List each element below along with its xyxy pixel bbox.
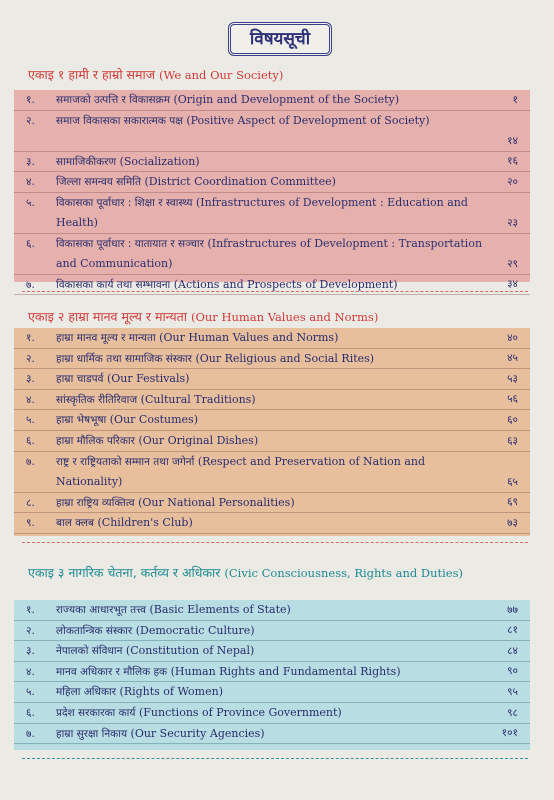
toc-entry [14,349,530,370]
entry-title-en: (Our Costumes) [109,413,198,427]
entry-title-np: हाम्रा चाडपर्व [56,373,104,386]
unit-1-panel [14,90,530,291]
entry-page: २० [507,175,518,188]
entry-title-en: (Human Rights and Fundamental Rights) [170,664,401,678]
entry-title-np: समाज विकासका सकारात्मक पक्ष [56,114,183,127]
entry-page: ४० [507,331,518,344]
entry-number: ३. [26,155,35,168]
entry-title-en: (Our Religious and Social Rites) [195,351,375,365]
entry-title [56,682,490,702]
entry-page: ७७ [507,603,518,616]
entry-number: २. [26,114,35,127]
entry-title [56,662,490,682]
toc-entry [14,600,530,621]
entry-title-np: हाम्रा धार्मिक तथा सामाजिक संस्कार [56,352,192,365]
toc-entry [14,431,530,452]
entry-number: ७. [26,455,35,468]
entry-title [56,328,490,348]
entry-title-en: (District Coordination Committee) [144,175,336,189]
entry-page: ५६ [507,393,518,406]
entry-title-np: प्रदेश सरकारका कार्य [56,706,136,719]
entry-number: ३. [26,645,35,658]
toc-entry [14,493,530,514]
entry-page: १ [512,93,518,106]
unit-1-list [14,90,530,295]
entry-title-en: (Infrastructures of Development : Transportation and Communication) [56,236,483,270]
entry-title-np: महिला अधिकार [56,686,117,699]
entry-title-en: (Functions of Province Government) [139,705,342,719]
toc-entry [14,452,530,493]
toc-entry [14,703,530,724]
entry-title [56,410,490,430]
page-title: विषयसूची [228,22,332,56]
entry-page: २९ [507,257,518,270]
entry-title [56,90,490,110]
entry-title-en: (Democratic Culture) [135,623,255,637]
unit-3-list [14,600,530,744]
entry-number: ७. [26,727,35,740]
unit-2-heading-np: एकाइ २ हाम्रा मानव मूल्य र मान्यता [28,309,187,324]
entry-title-en: (Our Human Values and Norms) [159,331,339,344]
entry-title-en: (Respect and Preservation of Nation and Nationality) [56,454,426,488]
entry-title [56,234,490,274]
entry-number: ५. [26,196,35,209]
entry-title-en: (Constitution of Nepal) [125,644,255,658]
toc-entry [14,513,530,534]
entry-title-np: विकासका पूर्वाधार : यातायात र सञ्चार [56,237,204,250]
entry-number: १. [26,332,35,344]
entry-number: ५. [26,414,35,427]
entry-number: ६. [26,237,35,250]
unit-3-heading-en: (Civic Consciousness, Rights and Duties) [224,566,463,580]
toc-entry [14,193,530,234]
entry-title-np: नेपालको संविधान [56,645,123,658]
entry-title-np: सामाजिकीकरण [56,155,117,168]
entry-title-en: (Our Original Dishes) [138,433,259,447]
entry-page: ६९ [507,496,518,509]
entry-title [56,513,490,533]
entry-title-en: (Origin and Development of the Society) [173,93,400,106]
toc-entry [14,390,530,411]
entry-title-np: राष्ट्र र राष्ट्रियताको सम्मान तथा जगेर्ना [56,455,195,468]
unit-2-panel [14,328,530,536]
entry-title [56,641,490,661]
unit-1-heading-en: (We and Our Society) [158,68,284,82]
entry-title-np: हाम्रा मौलिक परिकार [56,434,135,447]
entry-title-en: (Actions and Prospects of Development) [173,277,398,291]
entry-number: ४. [26,176,35,189]
entry-title [56,390,490,410]
entry-title [56,172,490,192]
entry-title-np: जिल्ला समन्वय समिति [56,176,142,189]
entry-page: ७३ [507,516,518,529]
entry-title [56,703,490,723]
entry-page: ५३ [507,372,518,385]
entry-title-en: (Cultural Traditions) [140,392,256,406]
divider [22,542,528,543]
entry-page: ६० [507,413,518,426]
entry-title-en: (Infrastructures of Development : Education and Health) [56,195,468,229]
entry-page: १४ [507,134,518,147]
toc-entry [14,724,530,745]
entry-title-en: (Socialization) [119,154,200,168]
entry-title-en: (Rights of Women) [119,685,223,699]
entry-title [56,431,490,451]
entry-title [56,369,490,389]
entry-page: ६५ [507,475,518,488]
entry-number: ९. [26,517,35,530]
toc-entry [14,410,530,431]
entry-page: १६ [507,155,518,168]
toc-entry [14,621,530,642]
entry-page: १०१ [501,727,518,740]
entry-page: ४५ [507,352,518,365]
toc-entry [14,275,530,296]
entry-number: ४. [26,393,35,406]
entry-title-np: विकासका पूर्वाधार : शिक्षा र स्वास्थ्य [56,196,193,209]
entry-title-en: (Children's Club) [97,516,193,530]
entry-title-en: (Our Security Agencies) [130,726,265,740]
entry-title [56,193,490,233]
unit-2-list [14,328,530,534]
unit-3-heading [28,564,528,582]
entry-title-en: (Our National Personalities) [138,495,295,509]
entry-number: ७. [26,278,35,291]
unit-1-heading-np: एकाइ १ हामी र हाम्रो समाज [28,67,155,82]
toc-entry [14,682,530,703]
entry-number: ४. [26,665,35,678]
entry-number: ३. [26,373,35,386]
entry-title-np: समाजको उत्पत्ति र विकासक्रम [56,94,170,106]
entry-title-np: विकासका कार्य तथा सम्भावना [56,278,171,291]
entry-number: १. [26,94,35,106]
toc-entry [14,369,530,390]
entry-number: ५. [26,686,35,699]
entry-number: ६. [26,706,35,719]
entry-page: ८१ [507,624,518,637]
toc-entry [14,234,530,275]
toc-entry [14,328,530,349]
entry-page: ८४ [507,644,518,657]
entry-title-en: (Our Festivals) [106,372,190,386]
unit-3-heading-np: एकाइ ३ नागरिक चेतना, कर्तव्य र अधिकार [28,565,221,580]
entry-title-en: (Basic Elements of State) [149,603,291,616]
entry-title [56,152,490,172]
entry-title-np: हाम्रा सुरक्षा निकाय [56,727,128,740]
entry-title [56,724,490,744]
entry-page: ९० [507,665,518,678]
entry-title-np: हाम्रा मानव मूल्य र मान्यता [56,332,156,344]
toc-entry [14,662,530,683]
entry-title [56,493,490,513]
entry-number: २. [26,352,35,365]
entry-title-np: हाम्रा राष्ट्रिय व्यक्तित्व [56,496,135,509]
entry-title-np: बाल क्लब [56,517,95,530]
toc-entry [14,90,530,111]
entry-number: ६. [26,434,35,447]
entry-title [56,621,490,641]
entry-page: ३४ [507,278,518,291]
toc-entry [14,641,530,662]
entry-title-np: लोकतान्त्रिक संस्कार [56,624,133,637]
entry-title [56,452,490,492]
unit-3-panel [14,600,530,750]
entry-title-np: मानव अधिकार र मौलिक हक [56,665,168,678]
divider [22,758,528,759]
entry-page: ९५ [507,685,518,698]
unit-1-heading [28,66,283,83]
entry-page: ६३ [507,434,518,447]
toc-entry [14,111,530,152]
unit-2-heading-en: (Our Human Values and Norms) [190,310,379,324]
entry-title-np: सांस्कृतिक रीतिरिवाज [56,393,138,406]
entry-page: ९८ [507,706,518,719]
entry-title-np: हाम्रा भेषभूषा [56,414,107,427]
entry-title-np: राज्यका आधारभूत तत्त्व [56,604,147,616]
toc-entry [14,172,530,193]
unit-2-heading [28,308,378,325]
entry-number: १. [26,604,35,616]
entry-page: २३ [507,216,518,229]
entry-title [56,111,490,131]
entry-number: २. [26,624,35,637]
toc-entry [14,152,530,173]
divider [22,291,528,292]
entry-title-en: (Positive Aspect of Development of Society) [186,113,430,127]
entry-title [56,600,490,620]
entry-number: ८. [26,496,35,509]
entry-title [56,349,490,369]
